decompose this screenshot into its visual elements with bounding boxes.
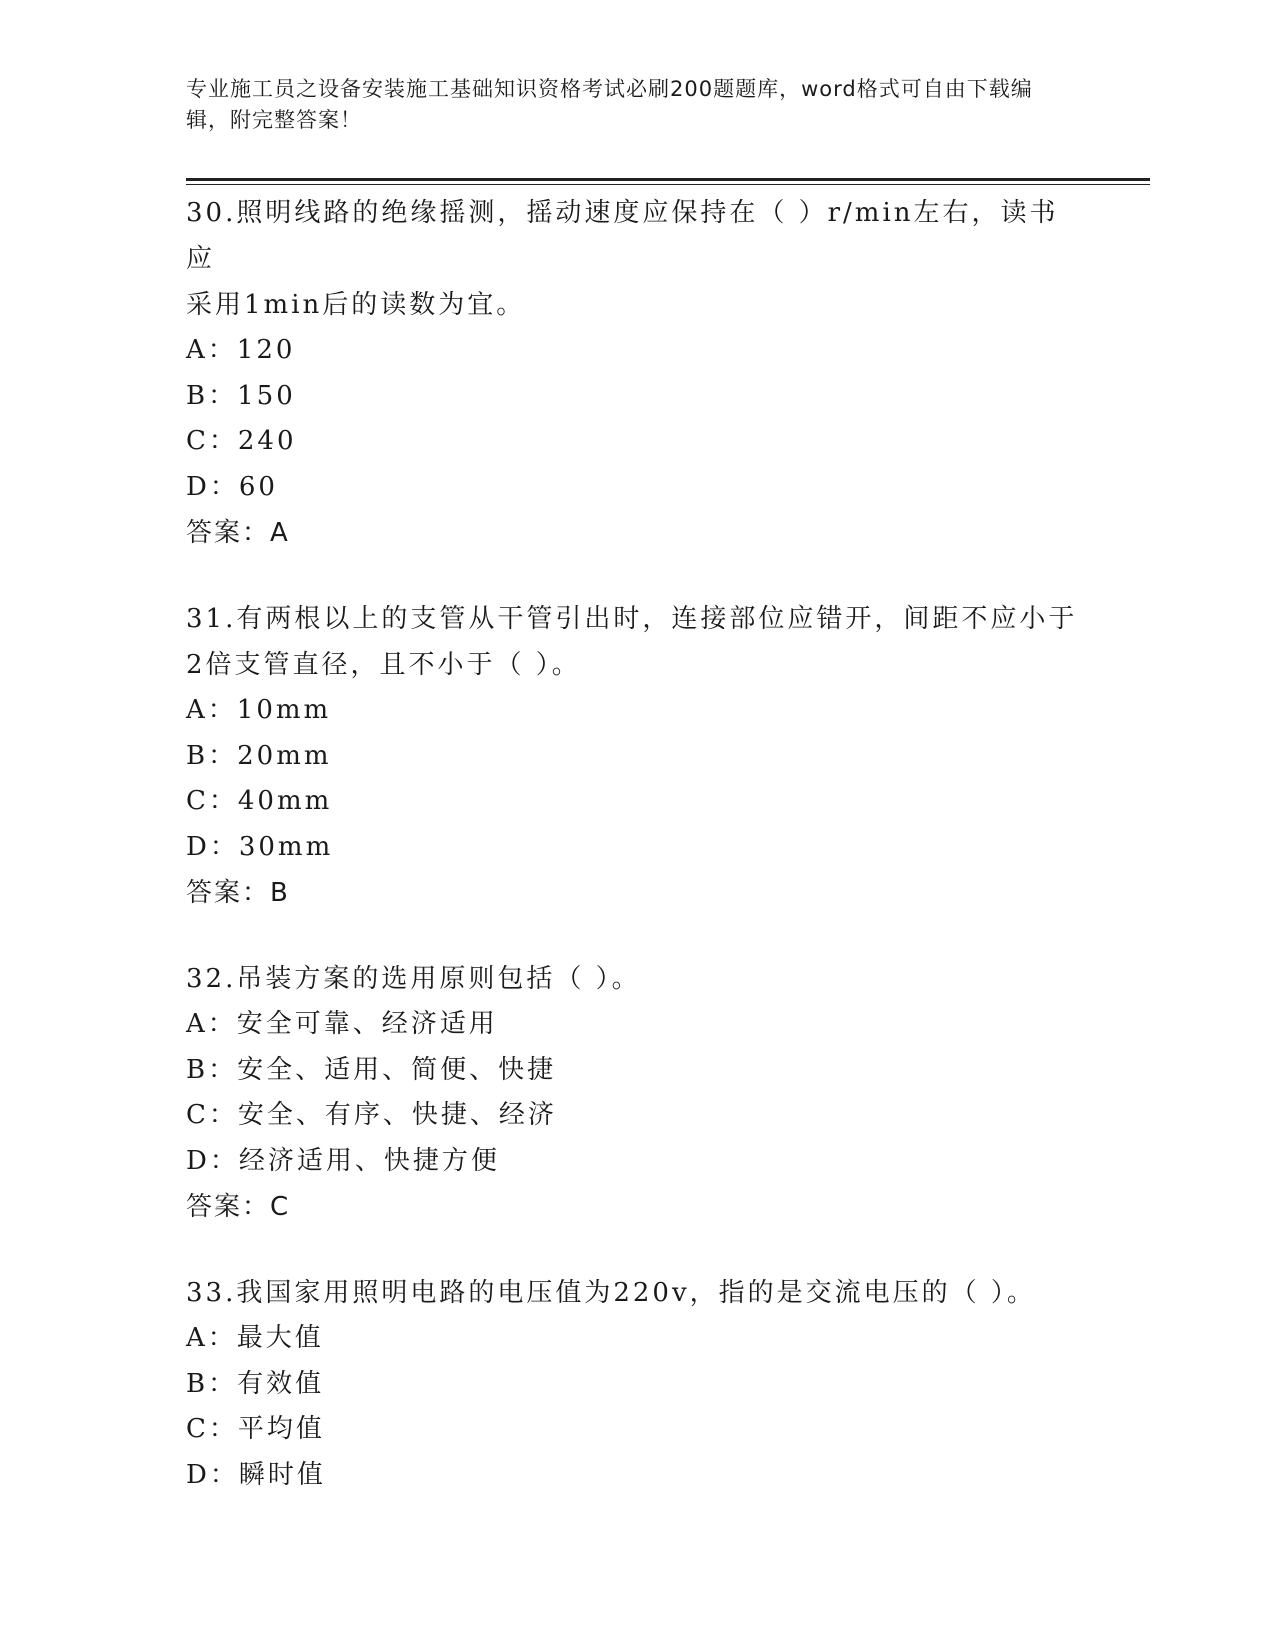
option-c: C：安全、有序、快捷、经济 [186,1100,557,1130]
option-d: D：经济适用、快捷方便 [186,1145,500,1176]
answer-label: 答案：B [186,878,290,908]
option-a: A：10mm [186,695,332,725]
option-d: D：30mm [186,831,334,862]
question-30 [186,190,1086,556]
question-32 [186,956,1086,1230]
question-stem: 2倍支管直径，且不小于（ ）。 [186,650,581,680]
option-c: C：240 [186,426,297,456]
header-divider-thin [186,184,1150,185]
option-a: A：安全可靠、经济适用 [186,1009,498,1039]
option-b: B：有效值 [186,1368,325,1399]
question-31 [186,596,1086,916]
question-stem: 31.有两根以上的支管从干管引出时，连接部位应错开，间距不应小于 [186,604,1078,634]
option-d: D：60 [186,471,278,502]
option-b: B：安全、适用、简便、快捷 [186,1054,557,1085]
option-b: B：150 [186,380,296,411]
question-stem: 采用1min后的读数为宜。 [186,290,526,320]
question-list [186,190,1086,1538]
option-c: C：40mm [186,786,333,816]
question-stem: 32.吊装方案的选用原则包括（ ）。 [186,964,641,994]
option-d: D：瞬时值 [186,1459,326,1490]
option-b: B：20mm [186,740,332,771]
answer-label: 答案：A [186,518,290,548]
option-c: C：平均值 [186,1414,325,1444]
question-33 [186,1270,1086,1498]
document-header: 专业施工员之设备安装施工基础知识资格考试必刷200题题库，word格式可自由下载编辑，附完整答案！ [186,77,1033,132]
question-stem: 33.我国家用照明电路的电压值为220v，指的是交流电压的（ ）。 [186,1278,1036,1308]
answer-label: 答案：C [186,1192,291,1222]
option-a: A：最大值 [186,1323,324,1353]
header-divider-thick [186,178,1150,181]
option-a: A：120 [186,335,296,365]
question-stem: 30.照明线路的绝缘摇测，摇动速度应保持在（ ）r/min左右，读书应 [186,198,1059,274]
